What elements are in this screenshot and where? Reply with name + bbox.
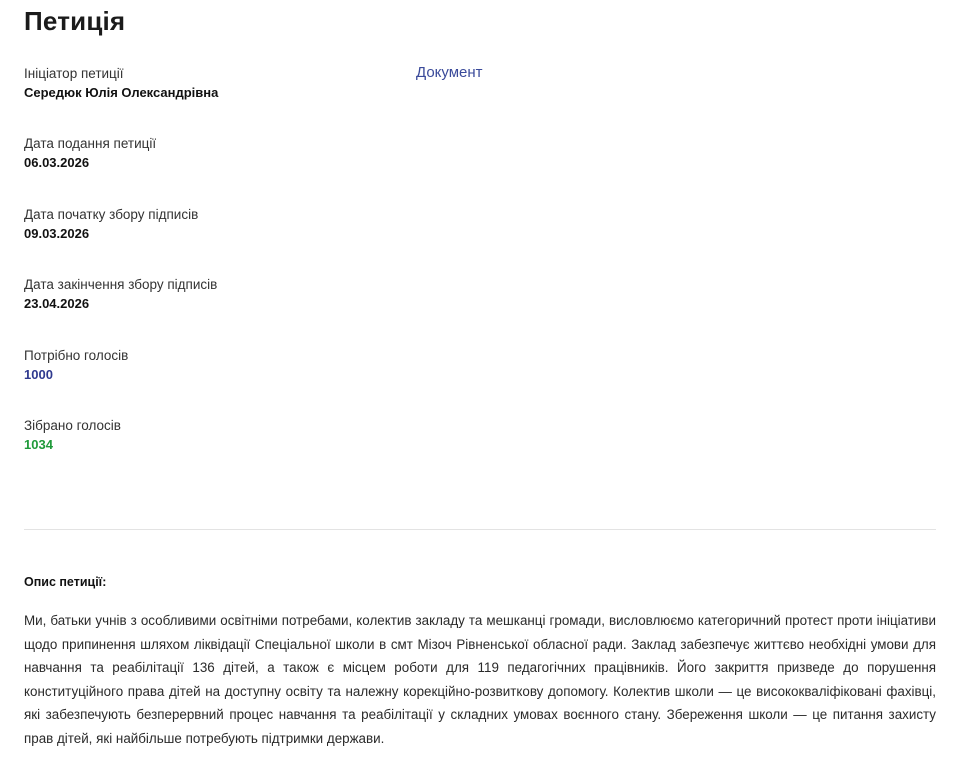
submission-date-label: Дата подання петиції xyxy=(24,136,157,151)
collected-votes-field xyxy=(24,417,404,454)
collection-start-field xyxy=(24,206,404,243)
submission-date-field xyxy=(24,135,404,172)
description-heading: Опис петиції: xyxy=(24,575,107,589)
page-title: Петиція xyxy=(24,6,126,36)
collection-start-label: Дата початку збору підписів xyxy=(24,207,199,222)
collected-votes-value: 1034 xyxy=(24,437,53,452)
initiator-field xyxy=(24,65,404,102)
required-votes-value: 1000 xyxy=(24,367,53,382)
section-divider xyxy=(24,529,936,530)
collection-end-field xyxy=(24,276,404,313)
initiator-value: Середюк Юлія Олександрівна xyxy=(24,85,219,100)
required-votes-label: Потрібно голосів xyxy=(24,348,129,363)
collection-start-value: 09.03.2026 xyxy=(24,226,90,241)
collected-votes-label: Зібрано голосів xyxy=(24,418,121,433)
collection-end-label: Дата закінчення збору підписів xyxy=(24,277,218,292)
required-votes-field xyxy=(24,347,404,384)
submission-date-value: 06.03.2026 xyxy=(24,155,90,170)
document-link[interactable]: Документ xyxy=(416,64,483,81)
description-text: Ми, батьки учнів з особливими освітніми потребами, колектив закладу та мешканці громади, висловлюємо категоричний протест проти ініціативи щодо припинення шляхом ліквідації Спеціальної школи в смт Мізоч Рівненської обласної ради. Заклад забезпечує життєво необхідні умови для навчання та реабілітації 136 дітей, а також є місцем роботи для 119 педагогічних працівників. Його закриття призведе до порушення конституційного права дітей на доступну освіту та належну корекційно-розвиткову допомогу. Колектив школи — це висококваліфіковані фахівці, які забезпечують безперервний процес навчання та реабілітації у складних умовах воєнного стану. Збереження школи — це питання захисту прав дітей, які найбільше потребують підтримки держави. xyxy=(24,613,936,746)
initiator-label: Ініціатор петиції xyxy=(24,66,124,81)
collection-end-value: 23.04.2026 xyxy=(24,296,90,311)
